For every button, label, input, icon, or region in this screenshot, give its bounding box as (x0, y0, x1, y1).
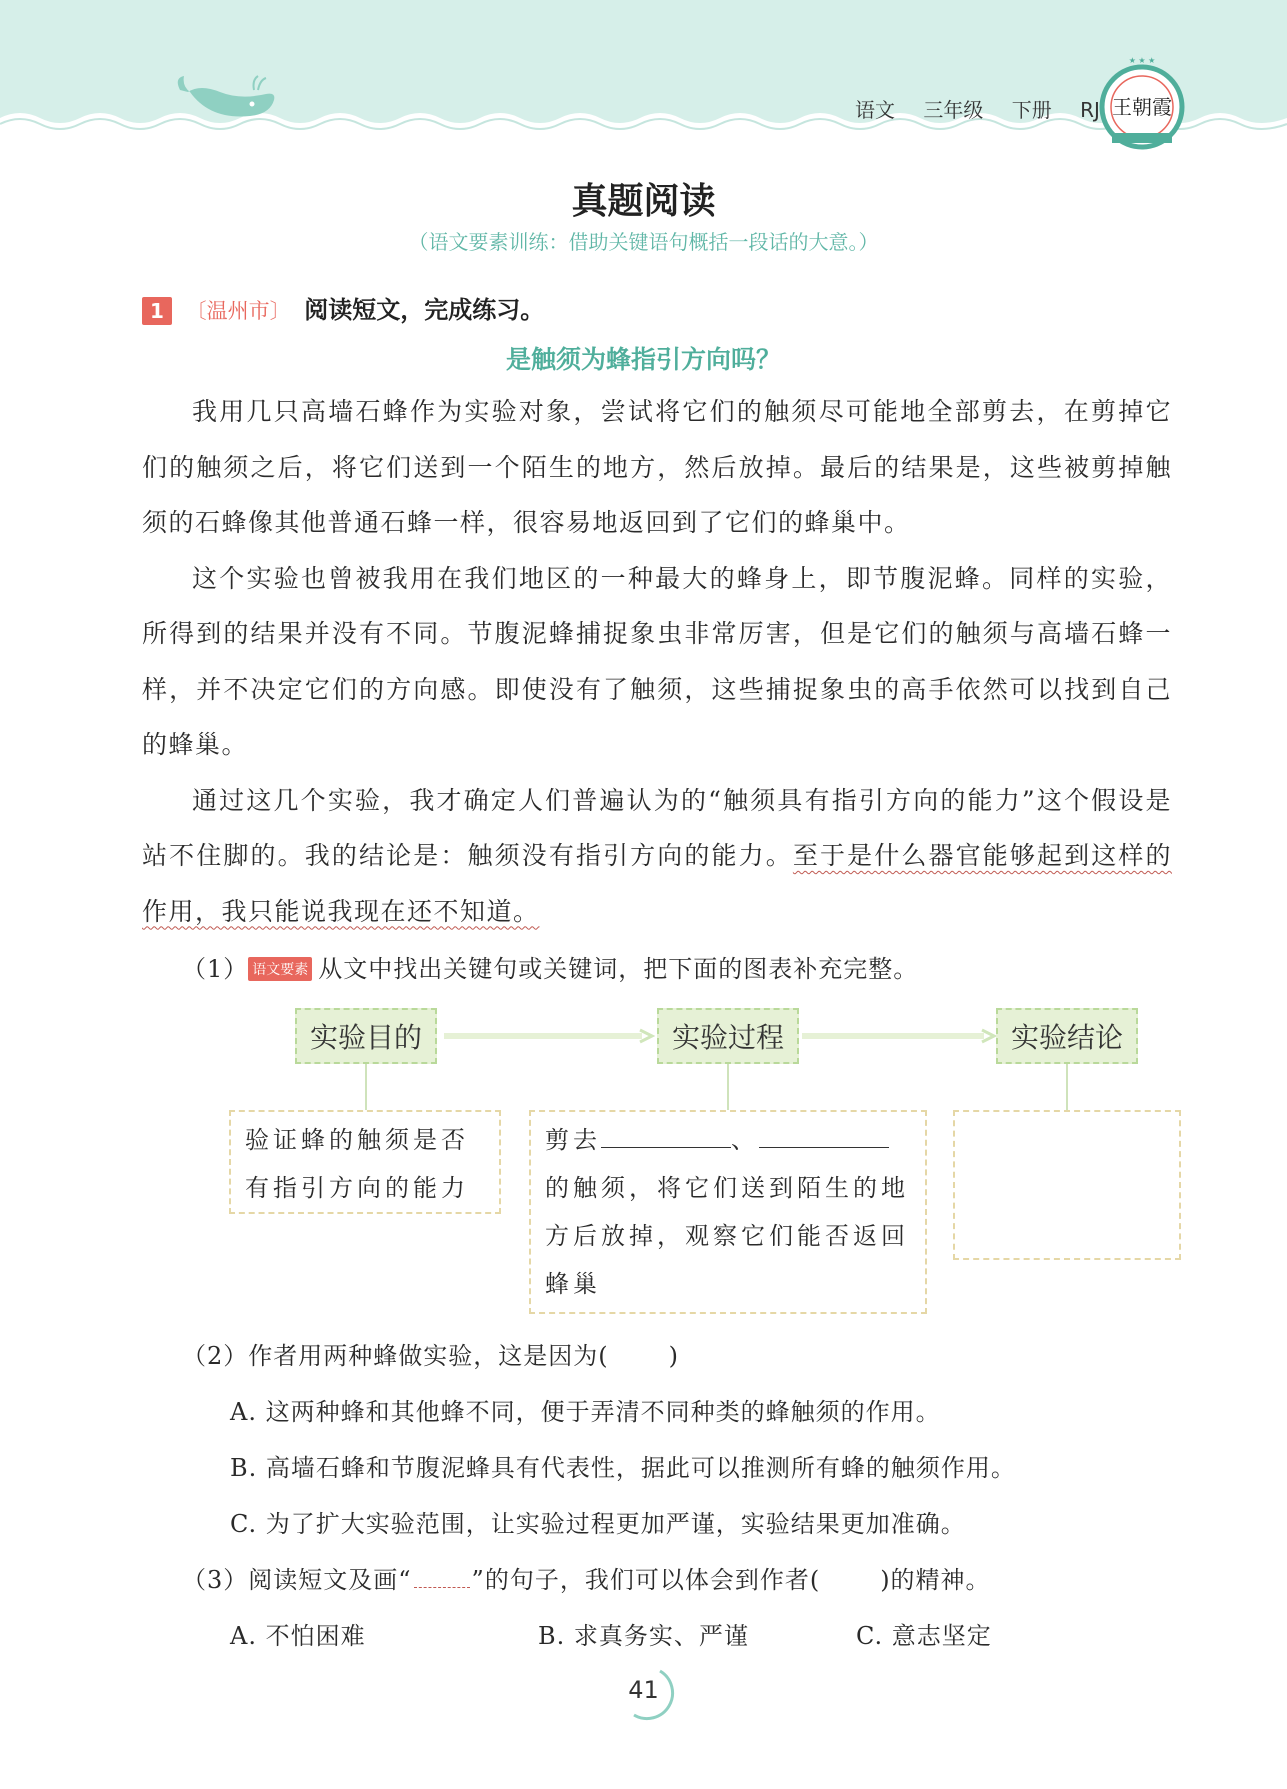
item-1 (182, 949, 918, 984)
whale-icon (170, 70, 280, 130)
connector-line (365, 1064, 367, 1110)
wavy-underlined-sentence: 至于是什么器官能够起到这样的作用，我只能说我现在还不知道。 (142, 841, 1172, 926)
passage-paragraph-2: 这个实验也曾被我用在我们地区的一种最大的蜂身上，即节腹泥蜂。同样的实验，所得到的结果并没有不同。节腹泥蜂捕捉象虫非常厉害，但是它们的触须与高墙石蜂一样，并不决定它们的方向感。即使没有了触须，这些捕捉象虫的高手依然可以找到自己的蜂巢。 (142, 563, 1172, 759)
item-2-stem (182, 1336, 679, 1371)
process-prefix: 剪去 (545, 1126, 601, 1154)
item-2-text: （2）作者用两种蜂做实验，这是因为( (182, 1342, 609, 1370)
passage-body (142, 384, 1172, 939)
flowchart-head-process: 实验过程 (657, 1008, 799, 1064)
item-3-option-b: B. 求真务实、严谨 (538, 1622, 749, 1650)
flowchart-box-conclusion-answer[interactable] (953, 1110, 1181, 1260)
page-number: 41 (628, 1676, 659, 1704)
passage-paragraph-3 (142, 773, 1172, 940)
process-rest: 的触须，将它们送到陌生的地方后放掉，观察它们能否返回蜂巢 (545, 1174, 909, 1298)
brand-seal-logo (1098, 55, 1186, 155)
item-3-text-b: ”的句子，我们可以体会到作者( (471, 1566, 821, 1594)
connector-line (1066, 1064, 1068, 1110)
item-1-number: （1） (182, 955, 249, 983)
flowchart-box-purpose: 验证蜂的触须是否有指引方向的能力 (229, 1110, 501, 1214)
element-tag: 语文要素 (248, 957, 312, 981)
item-2-option-a: A. 这两种蜂和其他蜂不同，便于弄清不同种类的蜂触须的作用。 (230, 1398, 941, 1426)
answer-blank-2[interactable] (759, 1123, 889, 1148)
answer-blank-1[interactable] (601, 1123, 731, 1148)
item-3-text-c: )的精神。 (880, 1566, 991, 1594)
item-3-option-c: C. 意志坚定 (856, 1622, 992, 1650)
flowchart-head-purpose: 实验目的 (295, 1008, 437, 1064)
page-title: 真题阅读 (571, 181, 716, 222)
item-1-text: 从文中找出关键句或关键词，把下面的图表补充完整。 (318, 955, 919, 983)
page-subtitle: （语文要素训练：借助关键语句概括一段话的大意。） (408, 230, 879, 254)
edition-label: RJ (1080, 98, 1100, 122)
flowchart-box-process (529, 1110, 927, 1314)
question-source: 〔温州市〕 (185, 299, 291, 323)
question-heading (142, 290, 544, 325)
process-separator: 、 (731, 1126, 759, 1154)
item-2-option-b: B. 高墙石蜂和节腹泥蜂具有代表性，据此可以推测所有蜂的触须作用。 (230, 1454, 1016, 1482)
grade-label: 三年级 (923, 98, 984, 122)
question-instruction: 阅读短文，完成练习。 (304, 296, 545, 324)
book-meta (855, 94, 1122, 123)
wavy-line-sample (414, 1565, 470, 1588)
volume-label: 下册 (1011, 98, 1052, 122)
item-3-text-a: （3）阅读短文及画“ (182, 1566, 412, 1594)
subject-label: 语文 (855, 98, 895, 122)
svg-text:王朝霞: 王朝霞 (1112, 95, 1172, 119)
passage-title: 是触须为蜂指引方向吗？ (505, 345, 781, 374)
svg-text:★ ★ ★: ★ ★ ★ (1128, 56, 1156, 65)
item-2-close: ) (668, 1342, 680, 1370)
item-3-stem (182, 1560, 991, 1595)
item-3-option-a: A. 不怕困难 (230, 1622, 366, 1650)
paragraph-3-text: 通过这几个实验，我才确定人们普遍认为的“触须具有指引方向的能力”这个假设是站不住脚的。我的结论是：触须没有指引方向的能力。 (142, 785, 1172, 870)
connector-line (727, 1064, 729, 1110)
item-2-option-c: C. 为了扩大实验范围，让实验过程更加严谨，实验结果更加准确。 (230, 1510, 966, 1538)
passage-paragraph-1: 我用几只高墙石蜂作为实验对象，尝试将它们的触须尽可能地全部剪去，在剪掉它们的触须之后，将它们送到一个陌生的地方，然后放掉。最后的结果是，这些被剪掉触须的石蜂像其他普通石蜂一样，很容易地返回到了它们的蜂巢中。 (142, 397, 1172, 537)
flowchart-head-conclusion: 实验结论 (996, 1008, 1138, 1064)
question-number: 1 (142, 297, 172, 325)
